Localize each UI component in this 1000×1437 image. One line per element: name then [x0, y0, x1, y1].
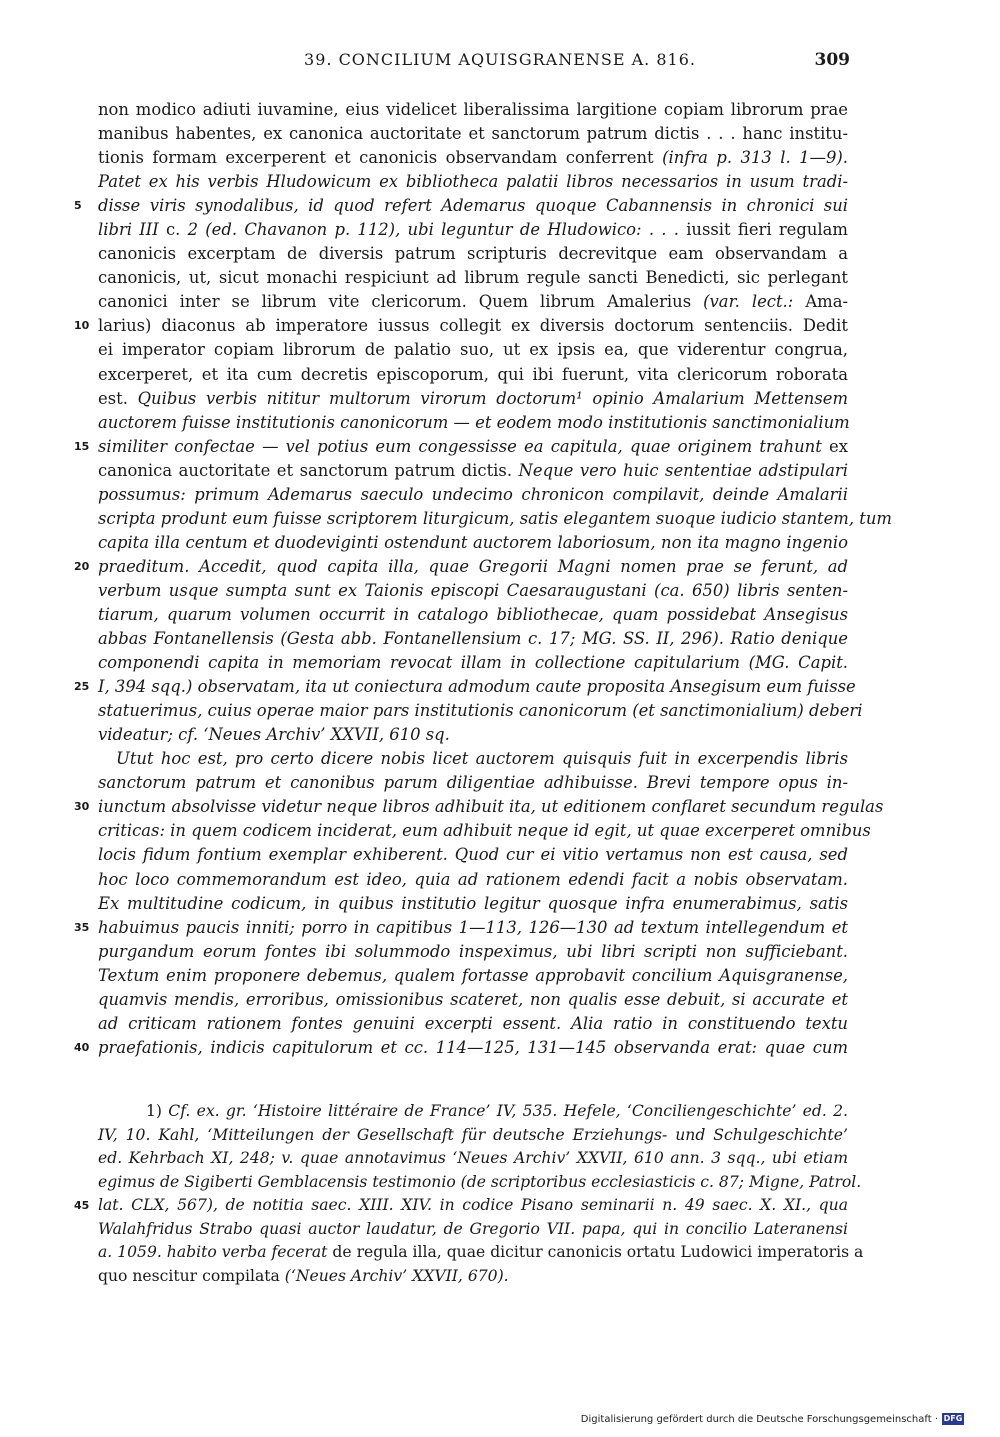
line-number: 15	[74, 439, 90, 453]
italic-text: verbum usque sumpta sunt ex Taionis episcopi Caesaraugustani (ca. 650) libris senten-	[98, 580, 848, 600]
text-line	[98, 819, 871, 843]
roman-text: ex	[829, 436, 848, 456]
roman-text: iussit fieri regulam	[686, 220, 848, 240]
line-number: 35	[74, 920, 90, 934]
digitization-credit	[581, 1413, 964, 1425]
roman-text: larius) diaconus ab imperatore iussus collegit ex diversis doctorum sentenciis. Dedit	[98, 316, 848, 336]
text-line	[98, 988, 848, 1012]
roman-text: canonicis, ut, sicut monachi respiciunt ad librum regule sancti Benedicti, sic perlegant	[98, 268, 848, 288]
text-line	[74, 194, 848, 218]
italic-text: purgandum eorum fontes ibi solummodo inspeximus, ubi libri scripti non sufficiebant.	[98, 941, 848, 961]
italic-text: quamvis mendis, erroribus, omissionibus scateret, non qualis esse debuit, si accurate et	[98, 989, 848, 1009]
text-line	[98, 603, 848, 627]
italic-text: abbas Fontanellensis (Gesta abb. Fontanellensium c. 17; MG. SS. II, 296). Ratio denique	[98, 629, 848, 649]
italic-text: hoc loco commemorandum est ideo, quia ad rationem edendi facit a nobis observatam.	[98, 869, 848, 889]
footnote-line	[98, 1171, 862, 1195]
text-line	[98, 122, 848, 146]
roman-text: est.	[98, 388, 138, 408]
footnote-line	[98, 1241, 864, 1265]
line-number: 20	[74, 559, 90, 573]
text-line	[98, 1012, 848, 1036]
italic-text: criticas: in quem codicem inciderat, eum adhibuit neque id egit, ut quae excerperet omnibus	[98, 821, 871, 841]
text-line	[98, 218, 848, 242]
roman-text: 1)	[146, 1102, 169, 1120]
text-line	[98, 627, 848, 651]
footnote-line	[98, 1265, 848, 1289]
italic-text: Quibus verbis nititur multorum virorum doctorum¹ opinio Amalarium Mettensem	[137, 388, 848, 408]
italic-text: egimus de Sigiberti Gemblacensis testimonio (de scriptoribus ecclesiasticis c. 87; Migne, Patrol.	[98, 1172, 862, 1191]
footnote-line	[98, 1124, 848, 1148]
italic-text: I, 394 sqq.) observatam, ita ut coniectura admodum caute proposita Ansegisum eum fuisse	[98, 677, 856, 697]
roman-text: c.	[165, 220, 188, 240]
italic-text: Neque vero huic sententiae adstipulari	[518, 460, 848, 480]
text-line	[98, 651, 848, 675]
italic-text: possumus: primum Ademarus saeculo undecimo chronicon compilavit, deinde Amalarii	[98, 484, 848, 504]
line-number: 25	[74, 680, 90, 694]
italic-text: iunctum absolvisse videtur neque libros adhibuit ita, ut editionem conflaret secundum regulas	[98, 797, 884, 817]
text-line	[74, 555, 848, 579]
body-text	[74, 98, 892, 1060]
text-line	[74, 916, 848, 940]
text-line	[74, 1036, 848, 1060]
italic-text: praeditum. Accedit, quod capita illa, quae Gregorii Magni nomen prae se ferunt, ad	[98, 556, 848, 576]
roman-text: manibus habentes, ex canonica auctoritate et sanctorum patrum dictis . . . hanc institu-	[98, 124, 848, 144]
text-line	[98, 363, 848, 387]
italic-text: componendi capita in memoriam revocat illam in collectione capitularium (MG. Capit.	[98, 653, 848, 673]
text-line	[74, 795, 884, 819]
italic-text: locis fidum fontium exemplar exhiberent. Quod cur ei vitio vertamus non est causa, sed	[98, 845, 848, 865]
text-line	[98, 843, 848, 867]
roman-text: ei imperator copiam librorum de palatio suo, ut ex ipsis ea, que viderentur congrua,	[98, 340, 848, 360]
italic-text: (var. lect.:	[703, 292, 806, 312]
roman-text: canonica auctoritate et sanctorum patrum dictis.	[98, 460, 519, 480]
line-number: 5	[74, 199, 82, 213]
text-line	[98, 290, 848, 314]
running-header	[0, 50, 1000, 78]
italic-text: Ex multitudine codicum, in quibus institutio legitur quosque infra enumerabimus, satis	[98, 893, 848, 913]
italic-text: auctorem fuisse institutionis canonicorum — et eodem modo institutionis sanctimonialium	[98, 412, 850, 432]
page-number: 309	[814, 50, 850, 70]
text-line	[98, 146, 848, 170]
roman-text: canonici inter se librum vite clericorum. Quem librum Amalerius	[98, 292, 704, 312]
italic-text: habuimus paucis inniti; porro in capitibus 1—113, 126—130 ad textum intellegendum et	[98, 917, 848, 937]
italic-text: (‘Neues Archiv’ XXVII, 670).	[284, 1266, 509, 1285]
footnote-line	[98, 1100, 848, 1124]
roman-text: non modico adiuti iuvamine, eius videlicet liberalissima largitione copiam librorum prae	[98, 100, 848, 119]
italic-text: videatur; cf. ‘Neues Archiv’ XXVII, 610 sq.	[98, 725, 450, 745]
text-line	[98, 964, 848, 988]
text-line	[98, 507, 892, 531]
italic-text: scripta produnt eum fuisse scriptorem liturgicum, satis elegantem suoque iudicio stantem, tum	[98, 508, 892, 528]
roman-text: excerperet, et ita cum decretis episcoporum, qui ibi fuerunt, vita clericorum roborata	[98, 364, 848, 384]
line-number: 30	[74, 800, 90, 814]
footnote-line	[98, 1218, 848, 1242]
italic-text: Textum enim proponere debemus, qualem fortasse approbavit concilium Aquisgranense,	[98, 965, 848, 985]
text-line	[98, 483, 848, 507]
text-line	[98, 170, 848, 194]
roman-text: Ama-	[805, 292, 849, 312]
line-number: 10	[74, 319, 90, 333]
header-title: 39. CONCILIUM AQUISGRANENSE A. 816.	[304, 50, 696, 69]
text-line	[98, 892, 848, 916]
text-line	[98, 723, 848, 747]
italic-text: similiter confectae — vel potius eum congessisse ea capitula, quae originem trahunt	[98, 436, 830, 456]
footnote-line	[98, 1147, 848, 1171]
italic-text: Patet ex his verbis Hludowicum ex bibliotheca palatii libros necessarios in usum tradi-	[98, 172, 848, 192]
italic-text: capita illa centum et duodeviginti ostendunt auctorem laboriosum, non ita magno ingenio	[98, 532, 848, 552]
roman-text: tionis formam excerperent et canonicis observandam conferrent	[98, 148, 663, 168]
italic-text: ad criticam rationem fontes genuini excerpti essent. Alia ratio in constituendo textu	[98, 1013, 848, 1033]
italic-text: ed. Kehrbach XI, 248; v. quae annotavimus ‘Neues Archiv’ XXVII, 610 ann. 3 sqq., ubi etiam	[98, 1149, 848, 1167]
text-line	[98, 579, 848, 603]
italic-text: praefationis, indicis capitulorum et cc. 114—125, 131—145 observanda erat: quae cum	[98, 1037, 848, 1057]
italic-text: sanctorum patrum et canonibus parum diligentiae adhibuisse. Brevi tempore opus in-	[98, 773, 848, 793]
italic-text: a. 1059. habito verba fecerat	[98, 1243, 333, 1261]
roman-text: de regula illa, quae dicitur canonicis ortatu Ludowici imperatoris a	[332, 1243, 864, 1261]
text-line	[74, 314, 848, 338]
text-line	[98, 531, 848, 555]
footnotes	[74, 1100, 864, 1288]
line-number: 40	[74, 1040, 90, 1054]
dfg-logo: DFG	[943, 1414, 963, 1423]
italic-text: disse viris synodalibus, id quod refert Ademarus quoque Cabannensis in chronici sui	[98, 196, 848, 216]
text-line	[98, 771, 848, 795]
text-line	[98, 242, 848, 266]
italic-text: tiarum, quarum volumen occurrit in catalogo bibliothecae, quam possidebat Ansegisus	[98, 604, 848, 624]
text-line	[74, 675, 856, 699]
text-line	[98, 266, 848, 290]
footnote-line	[74, 1194, 848, 1218]
italic-text: Cf. ex. gr. ‘Histoire littéraire de France’ IV, 535. Hefele, ‘Conciliengeschichte’ ed. 2.	[168, 1102, 848, 1120]
italic-text: IV, 10. Kahl, ‘Mitteilungen der Gesellschaft für deutsche Erziehungs- und Schulgeschichte’	[98, 1125, 848, 1144]
italic-text: (infra p. 313 l. 1—9).	[662, 148, 848, 168]
italic-text: lat. CLX, 567), de notitia saec. XIII. XIV. in codice Pisano seminarii n. 49 saec. X. XI., qua	[98, 1196, 848, 1214]
line-number: 45	[74, 1199, 90, 1212]
roman-text: canonicis excerptam de diversis patrum scripturis decrevitque eam observandam a	[98, 244, 848, 264]
text-line	[98, 387, 848, 411]
text-line	[98, 411, 848, 435]
text-line	[98, 747, 848, 771]
text-line	[98, 699, 863, 723]
credit-text: Digitalisierung gefördert durch die Deutsche Forschungsgemeinschaft ·	[580, 1413, 938, 1425]
italic-text: libri III	[98, 220, 166, 240]
text-line	[98, 338, 848, 362]
text-line	[98, 868, 848, 892]
italic-text: Walahfridus Strabo quasi auctor laudatur, de Gregorio VII. papa, qui in concilio Lateranensi	[98, 1219, 848, 1238]
text-line	[98, 98, 848, 122]
italic-text: 2 (ed. Chavanon p. 112), ubi leguntur de Hludowico: . . .	[187, 220, 687, 240]
roman-text: quo nescitur compilata	[98, 1266, 285, 1285]
text-line	[98, 940, 848, 964]
text-line	[98, 459, 848, 483]
text-line	[74, 435, 848, 459]
italic-text: statuerimus, cuius operae maior pars institutionis canonicorum (et sanctimonialium) deberi	[98, 701, 863, 721]
italic-text: Utut hoc est, pro certo dicere nobis licet auctorem quisquis fuit in excerpendis libris	[116, 749, 848, 769]
